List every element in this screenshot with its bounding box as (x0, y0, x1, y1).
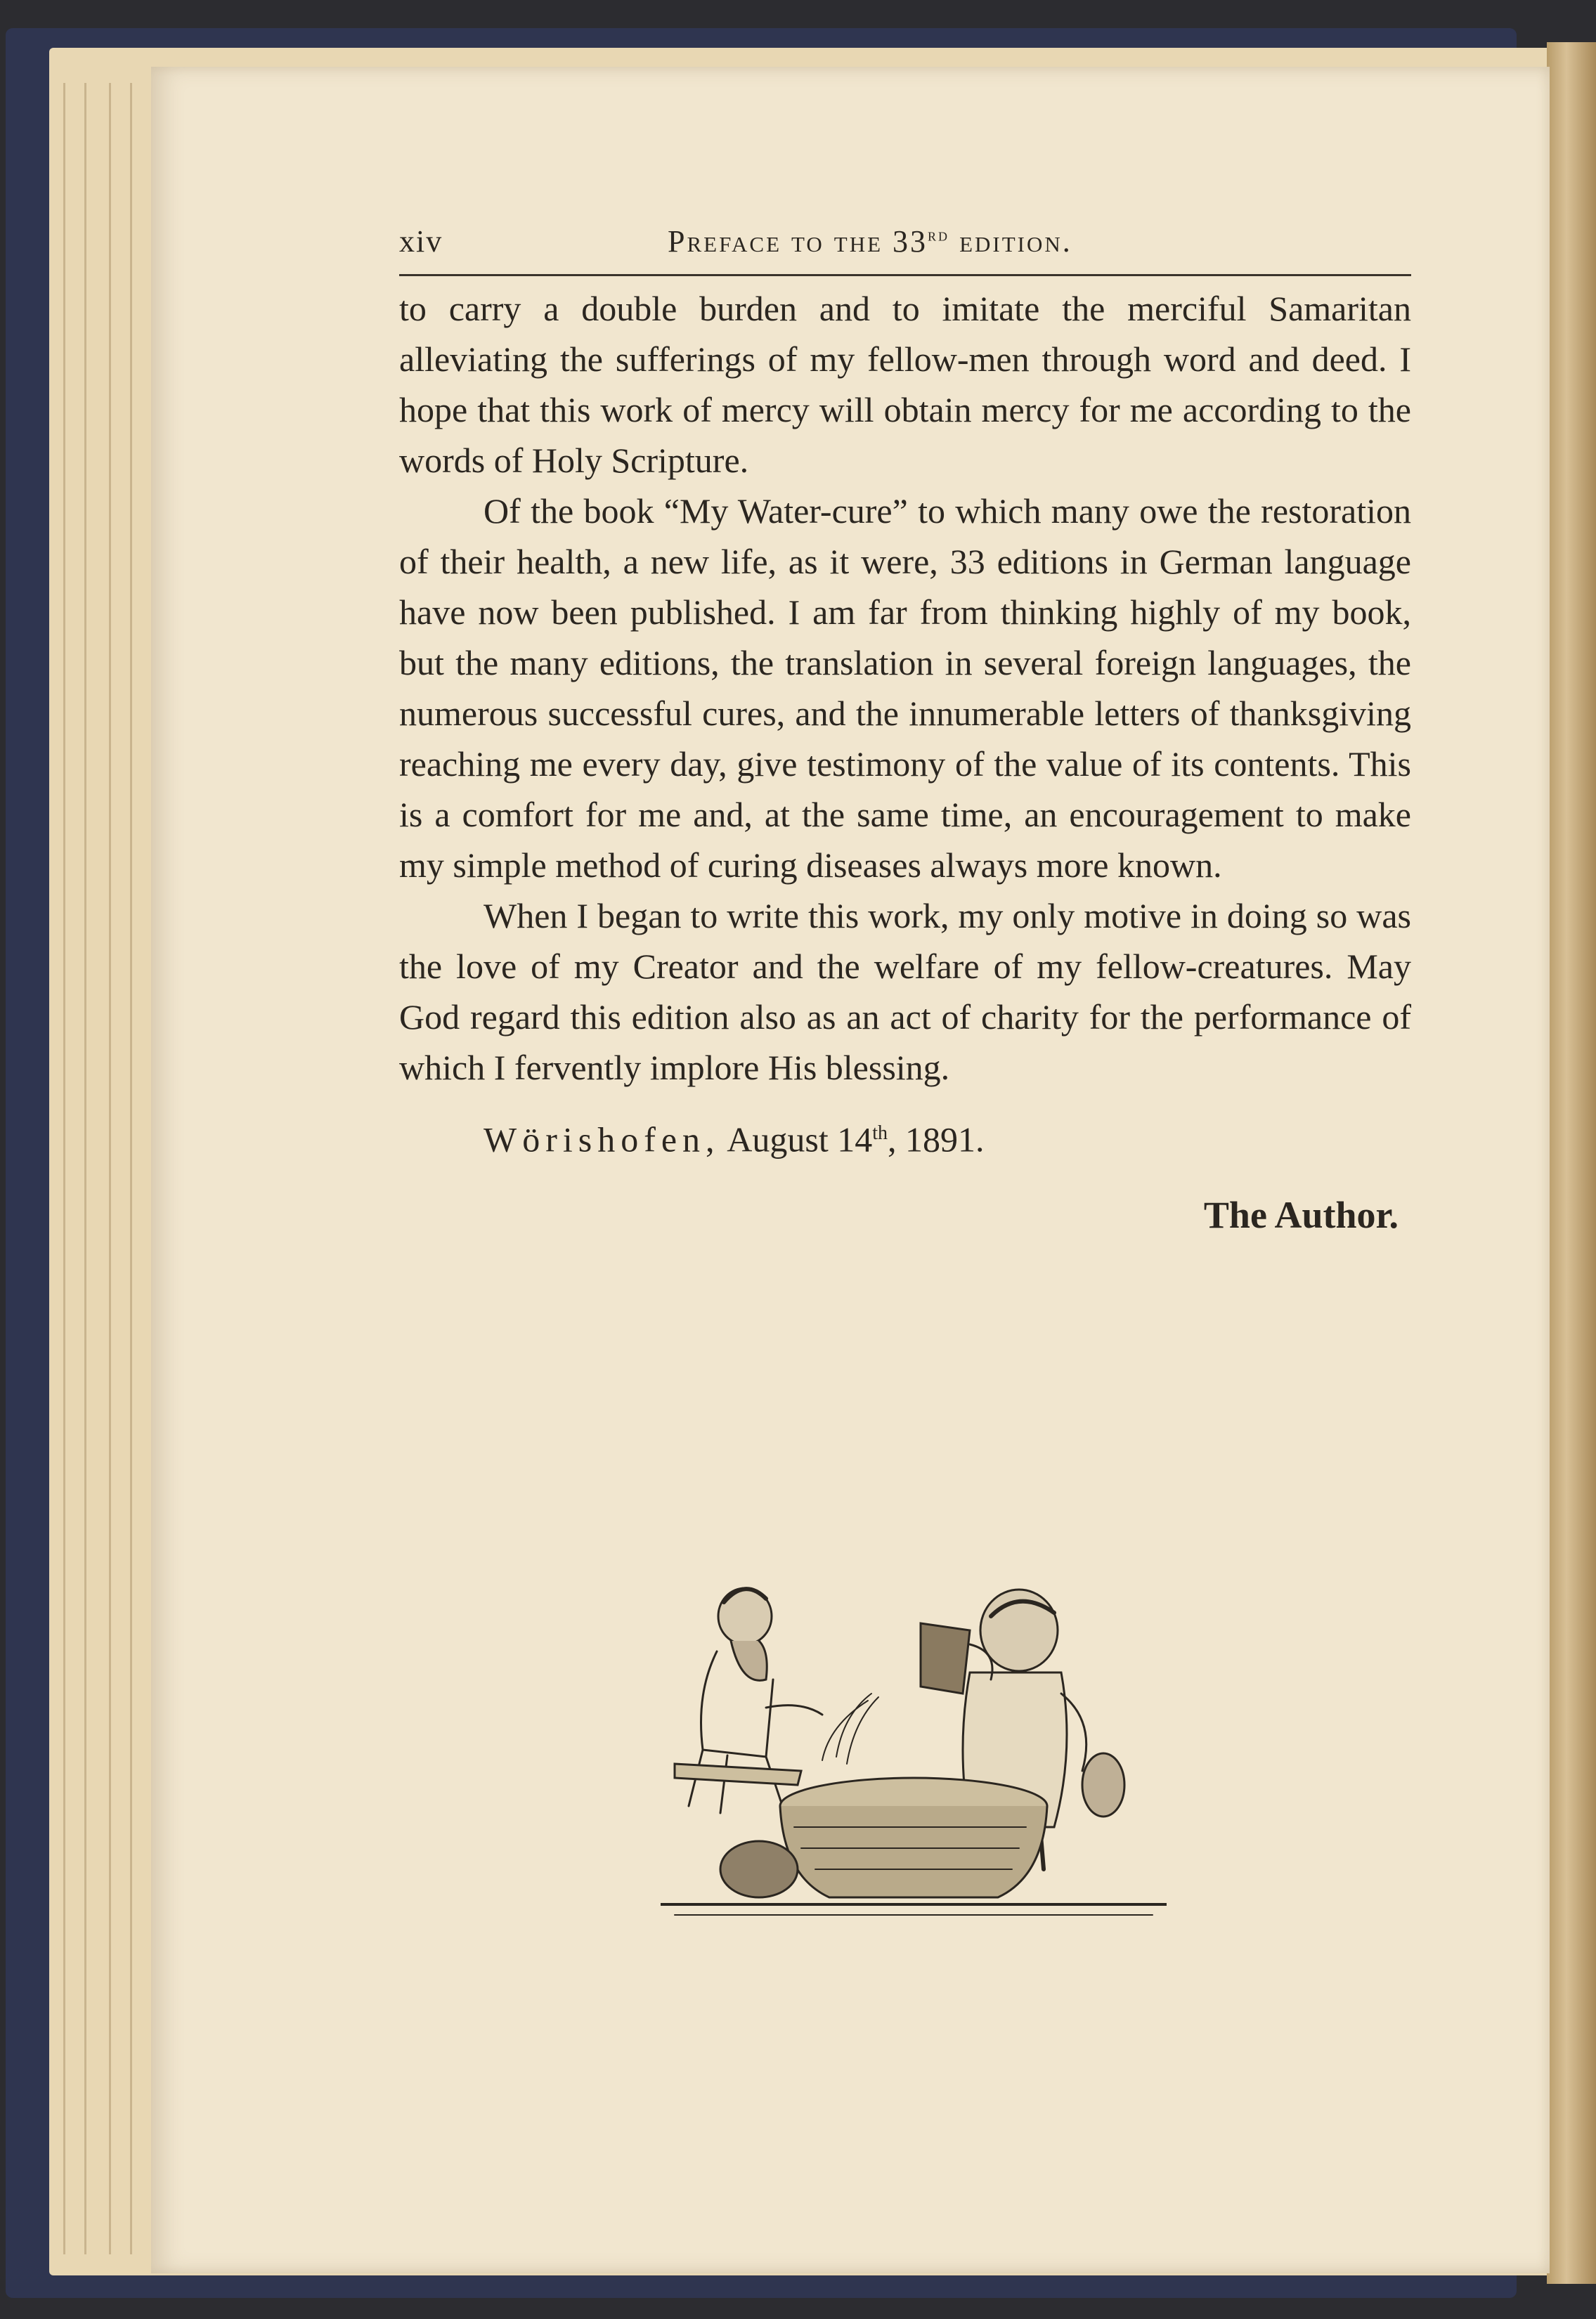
author-signature: The Author. (1203, 1193, 1399, 1236)
paragraph-1: to carry a double burden and to imitate the merciful Samaritan alleviating the sufferings of my fellow-men through word and deed. I hope that this work of mercy will obtain mercy for me according to the words of Holy Scripture. (399, 289, 1411, 480)
place-name: Wörishofen, (484, 1119, 720, 1160)
page-edge (130, 83, 132, 2254)
water-cure-illustration (661, 1574, 1167, 1925)
running-header (399, 211, 1411, 276)
paragraph-3: When I began to write this work, my only motive in doing so was the love of my Creator and the welfare of my fellow-creatures. May God regard this edition also as an act of charity for the performance of which I fervently implore His blessing. (399, 896, 1411, 1087)
facing-page-edge (1547, 42, 1596, 2284)
page-number: xiv (399, 224, 443, 259)
dateline: Wörishofen, August 14th, 1891. (484, 1119, 985, 1160)
page-content (399, 211, 1411, 1237)
body-text (399, 283, 1411, 1093)
page-edge (63, 83, 65, 2254)
page-edge (84, 83, 86, 2254)
page-edge (109, 83, 111, 2254)
running-title: Preface to the 33rd edition. (668, 224, 1072, 259)
paragraph-2: Of the book “My Water-cure” to which many owe the restoration of their health, a new life, as it were, 33 editions in German language have now been published. I am far from thinking highly of my book, but the many editions, the translation in several foreign languages, the numerous successful cures, and the innumerable letters of thanksgiving reaching me every day, give testimony of the value of its contents. This is a comfort for me and, at the same time, an encouragement to make my simple method of curing diseases always more known. (399, 491, 1411, 885)
